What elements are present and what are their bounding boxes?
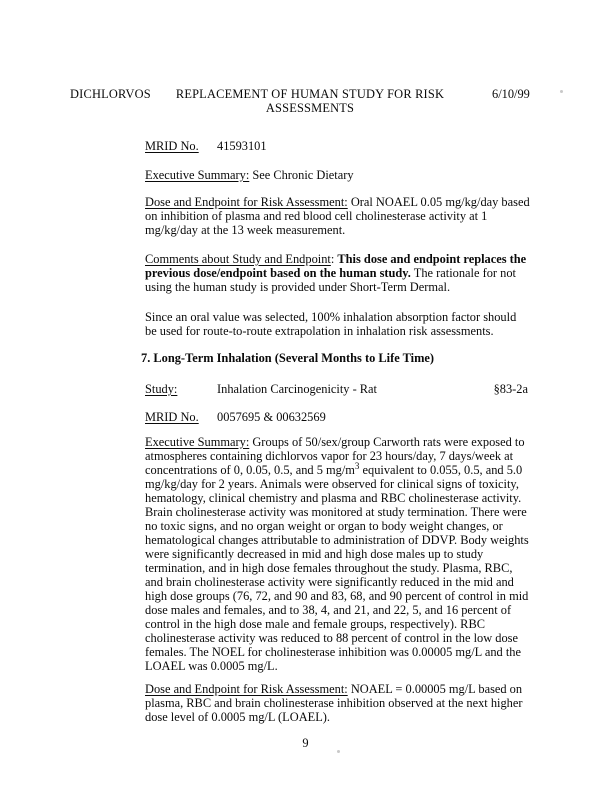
comments-text: The rationale for not using the human study is provided under Short-Term Dermal. [145, 266, 516, 294]
executive-summary-2-text-1: Groups of 50/sex/group Carworth rats were exposed to atmospheres containing dichlorvos vapor for 23 hours/day, 7 days/week at concentrations of 0, 0.05, 0.5, and 5 mg/m [145, 435, 525, 477]
page-number: 9 [302, 736, 309, 750]
inhalation-absorption-note: Since an oral value was selected, 100% inhalation absorption factor should be used for route-to-route extrapolation in inhalation risk assessments. [145, 310, 517, 338]
mrid-2-label: MRID No. [145, 410, 199, 424]
executive-summary-2-text-2: equivalent to 0.055, 0.5, and 5.0 mg/kg/day for 2 years. Animals were observed for clinical signs of toxicity, hematology, clinical chemistry and plasma and RBC cholinesterase activity. Brain cholinesterase activity was monitored at study termination. There were no toxic signs, and no organ weight or organ to body weight changes, or hematological changes attributable to administration of DDVP. Body weights were significantly decreased in mid and high dose males up to study termination, and in high dose females throughout the study. Plasma, RBC, and brain cholinesterase activity were significantly reduced in the mid and high dose groups (76, 72, and 90 and 83, 68, and 90 percent of control in mid dose males and females, and to 38, 4, and 21, and 22, 5, and 16 percent of control in the high dose male and female groups, respectively). RBC cholinesterase activity was reduced to 88 percent of control in the low dose females. The NOEL for cholinesterase inhibition was 0.00005 mg/L and the LOAEL was 0.0005 mg/L. [145, 463, 529, 673]
mrid-row-2 [145, 410, 530, 424]
comments-bold-text: This dose and endpoint replaces the previous dose/endpoint based on the human study. [145, 252, 527, 280]
executive-summary-label: Executive Summary: [145, 168, 250, 182]
mrid-2-value: 0057695 & 00632569 [217, 410, 326, 424]
header-product-name: DICHLORVOS [70, 87, 151, 101]
dose-endpoint-2-text: NOAEL = 0.00005 mg/L based on plasma, RBC and brain cholinesterase inhibition observed at the next higher dose level of 0.0005 mg/L (LOAEL). [145, 682, 523, 724]
scan-artifact-dot [560, 90, 563, 93]
executive-summary-short [145, 168, 530, 182]
guideline-number: §83-2a [493, 382, 528, 396]
mrid-label: MRID No. [145, 139, 199, 153]
section-7-heading: 7. Long-Term Inhalation (Several Months to Life Time) [141, 351, 435, 365]
scan-artifact-dot [337, 750, 340, 753]
mrid-value: 41593101 [217, 139, 267, 153]
doc-header [0, 87, 611, 115]
comments-paragraph [145, 252, 530, 294]
mrid-row [145, 139, 530, 153]
executive-summary-text: See Chronic Dietary [249, 168, 354, 182]
cubic-meter-superscript: 3 [354, 460, 360, 471]
comments-label: Comments about Study and Endpoint [145, 252, 331, 266]
executive-summary-2-label: Executive Summary: [145, 435, 250, 449]
header-title: REPLACEMENT OF HUMAN STUDY FOR RISK ASSESSMENTS [175, 87, 445, 115]
dose-endpoint-paragraph [145, 195, 530, 237]
comments-colon: : [330, 252, 338, 266]
executive-summary-long [145, 435, 530, 673]
study-row [145, 382, 530, 396]
dose-endpoint-2-label: Dose and Endpoint for Risk Assessment: [145, 682, 348, 696]
dose-endpoint-paragraph-2 [145, 682, 530, 724]
dose-endpoint-label: Dose and Endpoint for Risk Assessment: [145, 195, 348, 209]
study-label: Study: [145, 382, 178, 396]
dose-endpoint-text: Oral NOAEL 0.05 mg/kg/day based on inhibition of plasma and red blood cell cholinesterase activity at 1 mg/kg/day at the 13 week measurement. [145, 195, 530, 237]
study-value: Inhalation Carcinogenicity - Rat [217, 382, 377, 396]
header-date: 6/10/99 [492, 87, 530, 101]
